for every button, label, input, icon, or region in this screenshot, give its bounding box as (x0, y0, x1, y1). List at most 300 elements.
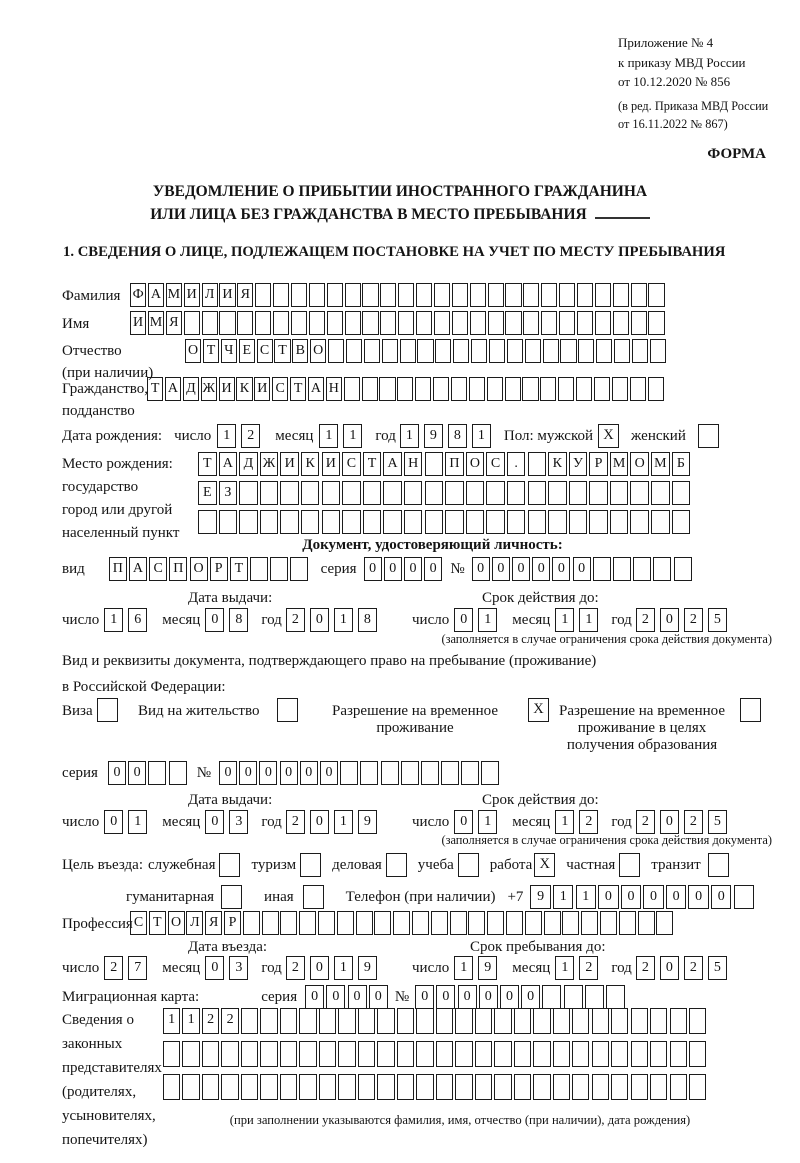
char-box[interactable]: 0 (479, 985, 498, 1009)
male-checkbox[interactable]: X (598, 424, 619, 448)
char-box[interactable] (600, 911, 617, 935)
char-box[interactable] (631, 1041, 648, 1067)
char-box[interactable] (416, 1041, 433, 1067)
char-box[interactable] (241, 1041, 258, 1067)
char-box[interactable] (470, 283, 486, 307)
char-box[interactable] (436, 1041, 453, 1067)
char-box[interactable]: Е (239, 339, 255, 363)
char-box[interactable] (670, 1074, 687, 1100)
char-box[interactable]: Т (363, 452, 382, 476)
char-box[interactable] (632, 339, 648, 363)
char-box[interactable] (237, 311, 253, 335)
char-box[interactable] (425, 481, 444, 505)
char-box[interactable] (595, 311, 611, 335)
char-box[interactable] (445, 481, 464, 505)
char-box[interactable] (631, 283, 647, 307)
char-box[interactable]: 0 (660, 956, 679, 980)
char-box[interactable] (319, 1074, 336, 1100)
temp-permit-checkbox[interactable]: X (528, 698, 549, 722)
char-box[interactable]: 0 (104, 810, 123, 834)
char-box[interactable]: 7 (128, 956, 147, 980)
char-box[interactable] (377, 1008, 394, 1034)
char-box[interactable]: 2 (221, 1008, 238, 1034)
char-box[interactable]: 1 (334, 608, 353, 632)
char-box[interactable] (404, 481, 423, 505)
char-box[interactable] (241, 1008, 258, 1034)
char-box[interactable] (468, 911, 485, 935)
char-box[interactable] (525, 911, 542, 935)
char-box[interactable] (338, 1074, 355, 1100)
char-box[interactable]: 9 (358, 956, 377, 980)
char-box[interactable]: И (219, 283, 235, 307)
char-box[interactable] (358, 1041, 375, 1067)
char-box[interactable] (280, 1074, 297, 1100)
char-box[interactable]: 1 (182, 1008, 199, 1034)
char-box[interactable]: 5 (708, 810, 727, 834)
char-box[interactable]: 1 (555, 810, 574, 834)
char-box[interactable]: 0 (219, 761, 237, 785)
char-box[interactable]: 1 (319, 424, 338, 448)
char-box[interactable] (488, 283, 504, 307)
char-box[interactable] (346, 339, 362, 363)
char-box[interactable] (425, 452, 444, 476)
char-box[interactable] (631, 311, 647, 335)
char-box[interactable] (358, 1074, 375, 1100)
char-box[interactable] (613, 311, 629, 335)
char-box[interactable]: 0 (711, 885, 731, 909)
char-box[interactable]: Л (202, 283, 218, 307)
char-box[interactable] (648, 311, 664, 335)
char-box[interactable]: Я (205, 911, 222, 935)
char-box[interactable]: С (149, 557, 167, 581)
char-box[interactable]: Р (224, 911, 241, 935)
char-box[interactable]: 0 (305, 985, 324, 1009)
char-box[interactable] (273, 311, 289, 335)
char-box[interactable] (260, 1074, 277, 1100)
char-box[interactable] (260, 1041, 277, 1067)
char-box[interactable]: 1 (163, 1008, 180, 1034)
char-box[interactable]: 0 (415, 985, 434, 1009)
char-box[interactable] (280, 481, 299, 505)
char-box[interactable] (651, 510, 670, 534)
char-box[interactable] (672, 481, 691, 505)
char-box[interactable]: П (169, 557, 187, 581)
char-box[interactable]: 5 (708, 608, 727, 632)
char-box[interactable] (689, 1074, 706, 1100)
char-box[interactable]: 0 (280, 761, 298, 785)
char-box[interactable]: 2 (286, 956, 305, 980)
char-box[interactable]: 2 (684, 608, 703, 632)
char-box[interactable] (358, 1008, 375, 1034)
char-box[interactable] (544, 911, 561, 935)
char-box[interactable] (318, 911, 335, 935)
char-box[interactable]: М (610, 452, 629, 476)
char-box[interactable] (486, 481, 505, 505)
char-box[interactable] (184, 311, 200, 335)
char-box[interactable] (612, 377, 628, 401)
char-box[interactable] (528, 452, 547, 476)
char-box[interactable]: 0 (369, 985, 388, 1009)
char-box[interactable] (505, 283, 521, 307)
char-box[interactable] (553, 1041, 570, 1067)
char-box[interactable] (434, 283, 450, 307)
char-box[interactable]: О (466, 452, 485, 476)
char-box[interactable] (610, 481, 629, 505)
char-box[interactable]: 9 (424, 424, 443, 448)
char-box[interactable] (577, 283, 593, 307)
char-box[interactable]: А (129, 557, 147, 581)
char-box[interactable]: 0 (239, 761, 257, 785)
char-box[interactable]: 0 (436, 985, 455, 1009)
char-box[interactable]: 0 (643, 885, 663, 909)
char-box[interactable]: 0 (108, 761, 126, 785)
char-box[interactable]: 1 (104, 608, 123, 632)
char-box[interactable] (255, 283, 271, 307)
char-box[interactable]: И (219, 377, 235, 401)
purpose-official-checkbox[interactable] (219, 853, 240, 877)
char-box[interactable]: Ж (201, 377, 217, 401)
char-box[interactable]: М (148, 311, 164, 335)
char-box[interactable] (569, 481, 588, 505)
char-box[interactable]: 2 (579, 810, 598, 834)
char-box[interactable] (523, 311, 539, 335)
char-box[interactable] (559, 311, 575, 335)
char-box[interactable]: К (301, 452, 320, 476)
char-box[interactable]: 8 (229, 608, 248, 632)
char-box[interactable]: О (630, 452, 649, 476)
char-box[interactable] (548, 510, 567, 534)
char-box[interactable] (412, 911, 429, 935)
char-box[interactable]: Р (210, 557, 228, 581)
char-box[interactable] (466, 481, 485, 505)
char-box[interactable] (374, 911, 391, 935)
char-box[interactable]: И (184, 283, 200, 307)
char-box[interactable] (163, 1041, 180, 1067)
char-box[interactable] (342, 481, 361, 505)
char-box[interactable] (362, 283, 378, 307)
char-box[interactable]: 0 (472, 557, 490, 581)
char-box[interactable] (280, 911, 297, 935)
char-box[interactable]: 0 (364, 557, 382, 581)
char-box[interactable] (525, 339, 541, 363)
char-box[interactable]: О (185, 339, 201, 363)
char-box[interactable]: 0 (384, 557, 402, 581)
char-box[interactable] (564, 985, 583, 1009)
char-box[interactable]: Ч (221, 339, 237, 363)
char-box[interactable]: 0 (454, 608, 473, 632)
char-box[interactable] (481, 761, 499, 785)
char-box[interactable] (202, 1074, 219, 1100)
char-box[interactable] (541, 283, 557, 307)
char-box[interactable] (239, 481, 258, 505)
char-box[interactable]: С (130, 911, 147, 935)
char-box[interactable] (319, 1041, 336, 1067)
char-box[interactable]: Т (147, 377, 163, 401)
char-box[interactable] (434, 311, 450, 335)
char-box[interactable]: 9 (478, 956, 497, 980)
char-box[interactable] (572, 1041, 589, 1067)
char-box[interactable] (592, 1074, 609, 1100)
char-box[interactable]: 0 (660, 608, 679, 632)
char-box[interactable]: 0 (666, 885, 686, 909)
char-box[interactable] (581, 911, 598, 935)
char-box[interactable] (528, 481, 547, 505)
char-box[interactable] (523, 283, 539, 307)
char-box[interactable] (514, 1008, 531, 1034)
char-box[interactable] (380, 311, 396, 335)
char-box[interactable] (630, 510, 649, 534)
char-box[interactable] (585, 985, 604, 1009)
char-box[interactable]: В (292, 339, 308, 363)
char-box[interactable] (148, 761, 166, 785)
char-box[interactable] (241, 1074, 258, 1100)
char-box[interactable] (309, 311, 325, 335)
char-box[interactable] (578, 339, 594, 363)
char-box[interactable]: П (109, 557, 127, 581)
char-box[interactable]: . (507, 452, 526, 476)
char-box[interactable] (670, 1041, 687, 1067)
char-box[interactable] (592, 1008, 609, 1034)
char-box[interactable] (421, 761, 439, 785)
char-box[interactable] (301, 481, 320, 505)
char-box[interactable]: 2 (636, 810, 655, 834)
char-box[interactable] (344, 377, 360, 401)
char-box[interactable]: 1 (400, 424, 419, 448)
char-box[interactable]: Д (239, 452, 258, 476)
char-box[interactable] (592, 1041, 609, 1067)
char-box[interactable] (381, 761, 399, 785)
char-box[interactable] (383, 510, 402, 534)
char-box[interactable] (404, 510, 423, 534)
char-box[interactable] (379, 377, 395, 401)
char-box[interactable]: С (486, 452, 505, 476)
char-box[interactable] (469, 377, 485, 401)
char-box[interactable] (475, 1008, 492, 1034)
purpose-tourism-checkbox[interactable] (300, 853, 321, 877)
char-box[interactable] (650, 1074, 667, 1100)
char-box[interactable] (322, 510, 341, 534)
char-box[interactable]: О (168, 911, 185, 935)
char-box[interactable]: Я (237, 283, 253, 307)
char-box[interactable]: 1 (334, 956, 353, 980)
char-box[interactable] (589, 510, 608, 534)
purpose-study-checkbox[interactable] (458, 853, 479, 877)
char-box[interactable] (364, 339, 380, 363)
char-box[interactable]: К (548, 452, 567, 476)
char-box[interactable] (610, 510, 629, 534)
char-box[interactable] (398, 283, 414, 307)
char-box[interactable]: 0 (500, 985, 519, 1009)
char-box[interactable] (648, 377, 664, 401)
char-box[interactable] (416, 283, 432, 307)
char-box[interactable] (260, 510, 279, 534)
char-box[interactable] (650, 339, 666, 363)
char-box[interactable]: 0 (205, 608, 224, 632)
char-box[interactable]: Ф (130, 283, 146, 307)
char-box[interactable]: 3 (229, 810, 248, 834)
char-box[interactable]: 0 (310, 810, 329, 834)
char-box[interactable]: 2 (636, 608, 655, 632)
char-box[interactable] (540, 377, 556, 401)
char-box[interactable] (417, 339, 433, 363)
char-box[interactable] (377, 1074, 394, 1100)
char-box[interactable]: 2 (636, 956, 655, 980)
char-box[interactable] (553, 1074, 570, 1100)
char-box[interactable]: Е (198, 481, 217, 505)
char-box[interactable]: 0 (521, 985, 540, 1009)
char-box[interactable] (461, 761, 479, 785)
char-box[interactable] (506, 911, 523, 935)
char-box[interactable]: 1 (553, 885, 573, 909)
char-box[interactable]: Т (230, 557, 248, 581)
char-box[interactable]: 3 (229, 956, 248, 980)
char-box[interactable]: 0 (532, 557, 550, 581)
char-box[interactable] (505, 311, 521, 335)
char-box[interactable] (397, 1041, 414, 1067)
char-box[interactable] (345, 283, 361, 307)
char-box[interactable] (572, 1008, 589, 1034)
char-box[interactable] (362, 377, 378, 401)
char-box[interactable] (433, 377, 449, 401)
char-box[interactable] (475, 1074, 492, 1100)
char-box[interactable] (648, 283, 664, 307)
char-box[interactable] (450, 911, 467, 935)
char-box[interactable] (572, 1074, 589, 1100)
char-box[interactable]: 0 (458, 985, 477, 1009)
char-box[interactable]: 0 (404, 557, 422, 581)
char-box[interactable] (507, 481, 526, 505)
char-box[interactable] (470, 311, 486, 335)
char-box[interactable] (401, 761, 419, 785)
char-box[interactable] (338, 1008, 355, 1034)
char-box[interactable] (507, 510, 526, 534)
char-box[interactable]: 0 (259, 761, 277, 785)
char-box[interactable] (299, 1074, 316, 1100)
char-box[interactable] (250, 557, 268, 581)
char-box[interactable] (559, 283, 575, 307)
char-box[interactable] (299, 911, 316, 935)
char-box[interactable] (273, 283, 289, 307)
char-box[interactable] (466, 510, 485, 534)
char-box[interactable]: 0 (492, 557, 510, 581)
char-box[interactable]: Я (166, 311, 182, 335)
purpose-other-checkbox[interactable] (303, 885, 324, 909)
char-box[interactable]: 1 (576, 885, 596, 909)
char-box[interactable] (397, 1074, 414, 1100)
char-box[interactable] (393, 911, 410, 935)
char-box[interactable] (494, 1074, 511, 1100)
char-box[interactable]: 2 (241, 424, 260, 448)
char-box[interactable]: 0 (348, 985, 367, 1009)
char-box[interactable] (494, 1008, 511, 1034)
char-box[interactable] (638, 911, 655, 935)
residence-permit-checkbox[interactable] (277, 698, 298, 722)
char-box[interactable]: 1 (454, 956, 473, 980)
char-box[interactable]: 1 (334, 810, 353, 834)
female-checkbox[interactable] (698, 424, 719, 448)
char-box[interactable] (514, 1041, 531, 1067)
char-box[interactable] (614, 339, 630, 363)
char-box[interactable] (577, 311, 593, 335)
char-box[interactable] (505, 377, 521, 401)
char-box[interactable] (327, 283, 343, 307)
char-box[interactable]: 1 (128, 810, 147, 834)
char-box[interactable]: 0 (454, 810, 473, 834)
char-box[interactable]: 0 (688, 885, 708, 909)
char-box[interactable] (670, 1008, 687, 1034)
char-box[interactable] (163, 1074, 180, 1100)
char-box[interactable]: 5 (708, 956, 727, 980)
char-box[interactable] (431, 911, 448, 935)
char-box[interactable]: 2 (286, 608, 305, 632)
char-box[interactable] (528, 510, 547, 534)
edu-permit-checkbox[interactable] (740, 698, 761, 722)
char-box[interactable] (202, 311, 218, 335)
purpose-humanitarian-checkbox[interactable] (221, 885, 242, 909)
char-box[interactable] (416, 311, 432, 335)
char-box[interactable]: 1 (555, 956, 574, 980)
char-box[interactable] (262, 911, 279, 935)
char-box[interactable] (689, 1041, 706, 1067)
char-box[interactable]: 9 (358, 810, 377, 834)
char-box[interactable] (487, 911, 504, 935)
char-box[interactable] (436, 1008, 453, 1034)
char-box[interactable]: 2 (684, 956, 703, 980)
char-box[interactable]: Л (186, 911, 203, 935)
char-box[interactable] (445, 510, 464, 534)
char-box[interactable]: М (166, 283, 182, 307)
char-box[interactable]: 0 (310, 956, 329, 980)
char-box[interactable] (562, 911, 579, 935)
char-box[interactable]: А (219, 452, 238, 476)
char-box[interactable] (631, 1074, 648, 1100)
char-box[interactable]: А (148, 283, 164, 307)
char-box[interactable]: Р (589, 452, 608, 476)
char-box[interactable]: 0 (598, 885, 618, 909)
char-box[interactable]: А (165, 377, 181, 401)
char-box[interactable] (362, 311, 378, 335)
char-box[interactable] (436, 1074, 453, 1100)
char-box[interactable] (455, 1008, 472, 1034)
char-box[interactable] (345, 311, 361, 335)
char-box[interactable] (221, 1074, 238, 1100)
char-box[interactable] (342, 510, 361, 534)
char-box[interactable] (441, 761, 459, 785)
char-box[interactable] (533, 1074, 550, 1100)
char-box[interactable]: 0 (300, 761, 318, 785)
char-box[interactable]: 1 (555, 608, 574, 632)
char-box[interactable]: Н (404, 452, 423, 476)
char-box[interactable] (560, 339, 576, 363)
char-box[interactable] (548, 481, 567, 505)
char-box[interactable] (455, 1041, 472, 1067)
char-box[interactable] (475, 1041, 492, 1067)
char-box[interactable] (558, 377, 574, 401)
char-box[interactable]: 8 (358, 608, 377, 632)
char-box[interactable] (630, 481, 649, 505)
char-box[interactable]: З (219, 481, 238, 505)
char-box[interactable]: 1 (478, 810, 497, 834)
char-box[interactable]: 6 (128, 608, 147, 632)
char-box[interactable]: Ж (260, 452, 279, 476)
char-box[interactable]: Т (274, 339, 290, 363)
char-box[interactable] (653, 557, 671, 581)
char-box[interactable] (631, 1008, 648, 1034)
char-box[interactable] (397, 1008, 414, 1034)
char-box[interactable] (360, 761, 378, 785)
char-box[interactable]: 2 (579, 956, 598, 980)
char-box[interactable] (452, 311, 468, 335)
